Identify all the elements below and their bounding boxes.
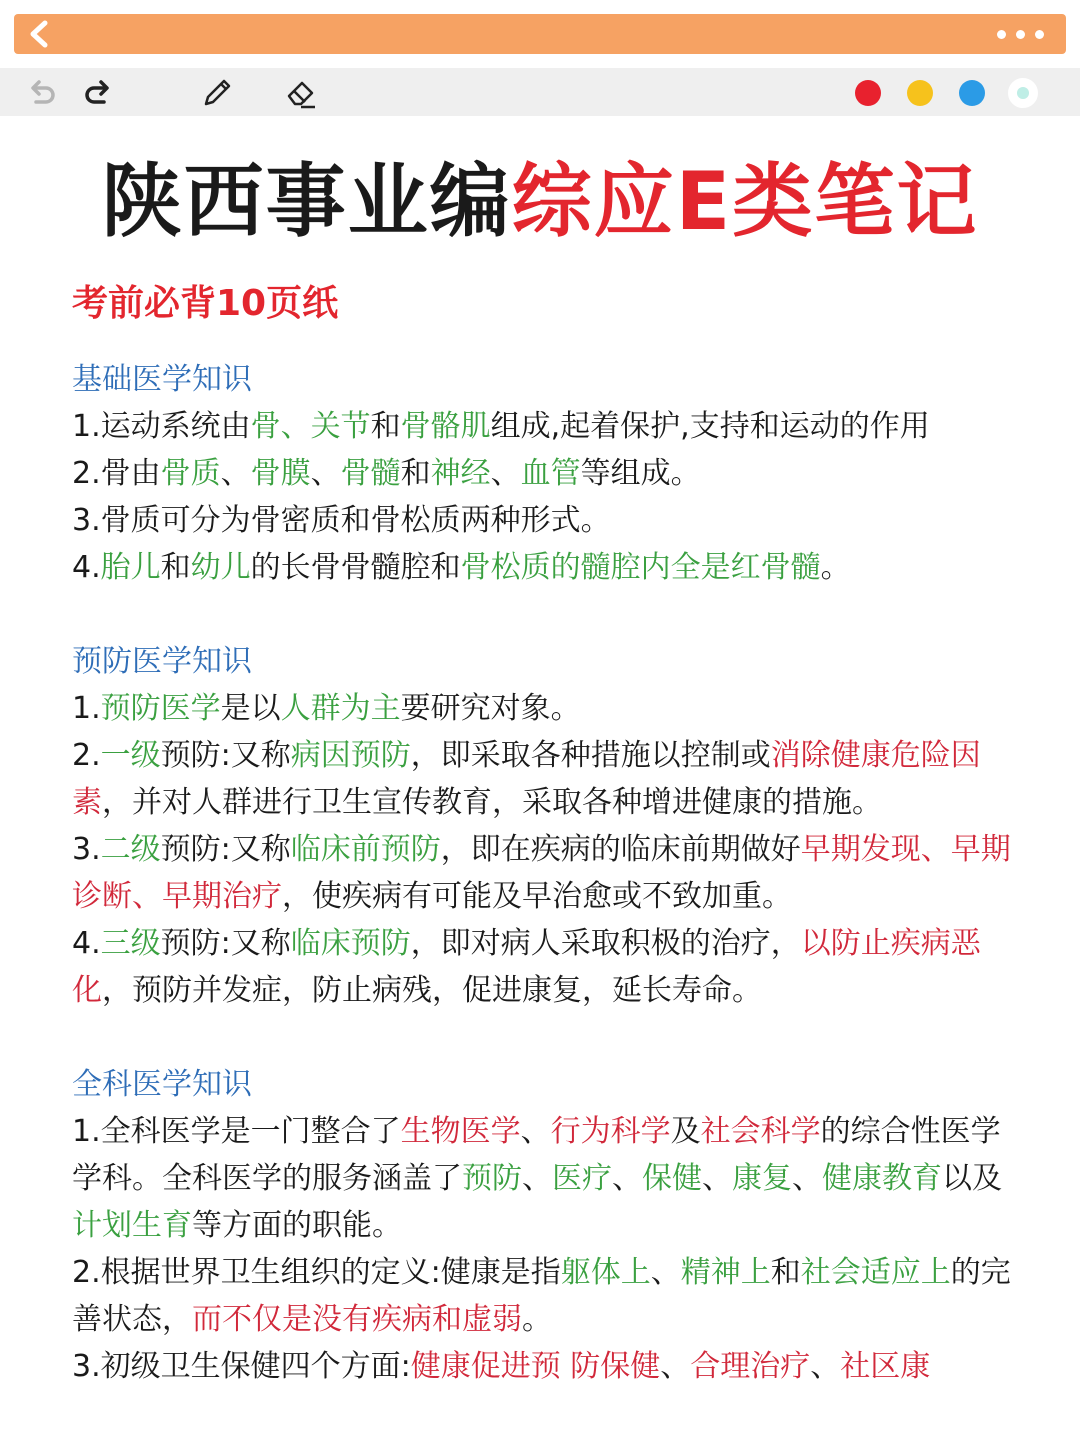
highlight-green: 保健 (642, 1161, 702, 1196)
note-text: 1. (72, 691, 101, 726)
section-2 (72, 638, 1012, 1014)
highlight-green: 躯体上 (560, 1255, 651, 1290)
note-text: 预防:又称 (160, 738, 291, 773)
highlight-green: 预防 (462, 1161, 522, 1196)
highlight-red: 社会科学 (700, 1114, 821, 1149)
highlight-red: 健康促进预 防保健 (410, 1349, 661, 1384)
highlight-green: 康复 (732, 1161, 792, 1196)
blue-color-swatch[interactable] (959, 80, 985, 106)
note-text: 的完善状态， (72, 1255, 1011, 1337)
highlight-green: 骨骼肌 (400, 409, 491, 444)
pencil-icon[interactable] (200, 76, 234, 110)
note-text: 和 (400, 456, 431, 491)
note-text: ，即采取各种措施以控制或 (410, 738, 771, 773)
section-title: 预防医学知识 (72, 644, 252, 679)
note-text: 、 (520, 1114, 551, 1149)
highlight-red: 消除健康危险因素 (72, 738, 981, 820)
note-text: ，并对人群进行卫生宣传教育，采取各种增进健康的措施。 (102, 785, 882, 820)
mint-color-swatch[interactable] (1008, 78, 1038, 108)
highlight-green: 医疗 (552, 1161, 612, 1196)
note-item (72, 1343, 1012, 1390)
note-text: 、 (612, 1161, 642, 1196)
highlight-green: 临床预防 (290, 926, 411, 961)
note-item (72, 403, 1012, 450)
note-text: 等方面的职能。 (192, 1208, 402, 1243)
note-item (72, 920, 1012, 1014)
note-text: 、 (810, 1349, 841, 1384)
highlight-green: 计划生育 (72, 1208, 192, 1243)
highlight-green: 骨髓 (340, 456, 401, 491)
note-text: 3.初级卫生保健四个方面: (72, 1349, 411, 1384)
highlight-green: 精神上 (680, 1255, 771, 1290)
note-text: 。 (522, 1302, 552, 1337)
page-subtitle: 考前必背10页纸 (72, 283, 339, 324)
note-text: 是以 (220, 691, 281, 726)
section-1 (72, 356, 1012, 591)
note-item (72, 1249, 1012, 1343)
note-text: ，即对病人采取积极的治疗， (410, 926, 801, 961)
note-text: 和 (770, 1255, 801, 1290)
note-text: ，即在疾病的临床前期做好 (440, 832, 801, 867)
undo-icon[interactable] (24, 76, 58, 110)
note-text: 要研究对象。 (400, 691, 581, 726)
note-item (72, 826, 1012, 920)
highlight-green: 神经 (430, 456, 491, 491)
highlight-green: 二级 (100, 832, 161, 867)
highlight-green: 一级 (100, 738, 161, 773)
note-text: 、 (660, 1349, 691, 1384)
highlight-green: 病因预防 (290, 738, 411, 773)
note-item (72, 544, 1012, 591)
note-text: 预防:又称 (160, 926, 291, 961)
note-text: 2.根据世界卫生组织的定义:健康是指 (72, 1255, 561, 1290)
highlight-red: 以防止疾病恶化 (72, 926, 981, 1008)
note-text: 2.骨由 (72, 456, 161, 491)
more-options-icon[interactable] (997, 30, 1044, 39)
note-text: 及 (670, 1114, 701, 1149)
highlight-red: 早期发现、早期诊断、早期治疗 (72, 832, 1011, 914)
highlight-red: 社区康 (840, 1349, 931, 1384)
header-bar (14, 14, 1066, 54)
highlight-red: 行为科学 (550, 1114, 671, 1149)
note-text: 预防:又称 (160, 832, 291, 867)
note-item (72, 1108, 1012, 1249)
eraser-icon[interactable] (284, 76, 318, 110)
note-text: 、 (490, 456, 521, 491)
section-title: 全科医学知识 (72, 1067, 252, 1102)
note-item (72, 497, 1012, 544)
note-text: 、 (220, 456, 251, 491)
highlight-red: 而不仅是没有疾病和虚弱 (192, 1302, 522, 1337)
note-text: 组成,起着保护,支持和运动的作用 (490, 409, 930, 444)
note-text: 、 (310, 456, 341, 491)
highlight-red: 合理治疗 (690, 1349, 811, 1384)
note-text: 2. (72, 738, 101, 773)
note-text: 4. (72, 926, 101, 961)
highlight-green: 骨膜 (250, 456, 311, 491)
highlight-green: 人群为主 (280, 691, 401, 726)
note-text: ，使疾病有可能及早治愈或不致加重。 (282, 879, 792, 914)
yellow-color-swatch[interactable] (907, 80, 933, 106)
highlight-green: 三级 (100, 926, 161, 961)
drawing-toolbar (0, 68, 1080, 116)
highlight-green: 血管 (520, 456, 581, 491)
note-item (72, 450, 1012, 497)
highlight-green: 社会适应上 (800, 1255, 951, 1290)
note-text: 以及 (942, 1161, 1002, 1196)
note-text: 3.骨质可分为骨密质和骨松质两种形式。 (72, 503, 611, 538)
redo-icon[interactable] (82, 76, 116, 110)
highlight-green: 骨松质的髓腔内全是红骨髓 (460, 550, 821, 585)
note-text: 、 (522, 1161, 552, 1196)
page-title: 陕西事业编综应E类笔记 (101, 155, 979, 248)
back-arrow-icon[interactable] (24, 18, 56, 50)
highlight-green: 幼儿 (190, 550, 251, 585)
note-text: 。 (820, 550, 851, 585)
note-text: ，预防并发症，防止病残，促进康复，延长寿命。 (102, 973, 762, 1008)
notes-content (72, 356, 1012, 1437)
note-text: 、 (792, 1161, 822, 1196)
red-color-swatch[interactable] (855, 80, 881, 106)
highlight-green: 健康教育 (822, 1161, 942, 1196)
note-text: 3. (72, 832, 101, 867)
note-text: 1.运动系统由 (72, 409, 251, 444)
note-text: 等组成。 (580, 456, 701, 491)
highlight-green: 胎儿 (100, 550, 161, 585)
highlight-green: 骨质 (160, 456, 221, 491)
note-text: 4. (72, 550, 101, 585)
note-item (72, 732, 1012, 826)
highlight-green: 临床前预防 (290, 832, 441, 867)
section-3 (72, 1061, 1012, 1390)
note-text: 、 (650, 1255, 681, 1290)
note-text: 和 (160, 550, 191, 585)
note-text: 和 (370, 409, 401, 444)
highlight-green: 骨、关节 (250, 409, 371, 444)
note-text: 的综合性医学学科。全科医学的服务涵盖了 (72, 1114, 1001, 1196)
note-item (72, 685, 1012, 732)
note-text: 、 (702, 1161, 732, 1196)
section-title: 基础医学知识 (72, 362, 252, 397)
highlight-green: 预防医学 (100, 691, 221, 726)
note-text: 的长骨骨髓腔和 (250, 550, 461, 585)
highlight-red: 生物医学 (400, 1114, 521, 1149)
note-text: 1.全科医学是一门整合了 (72, 1114, 401, 1149)
